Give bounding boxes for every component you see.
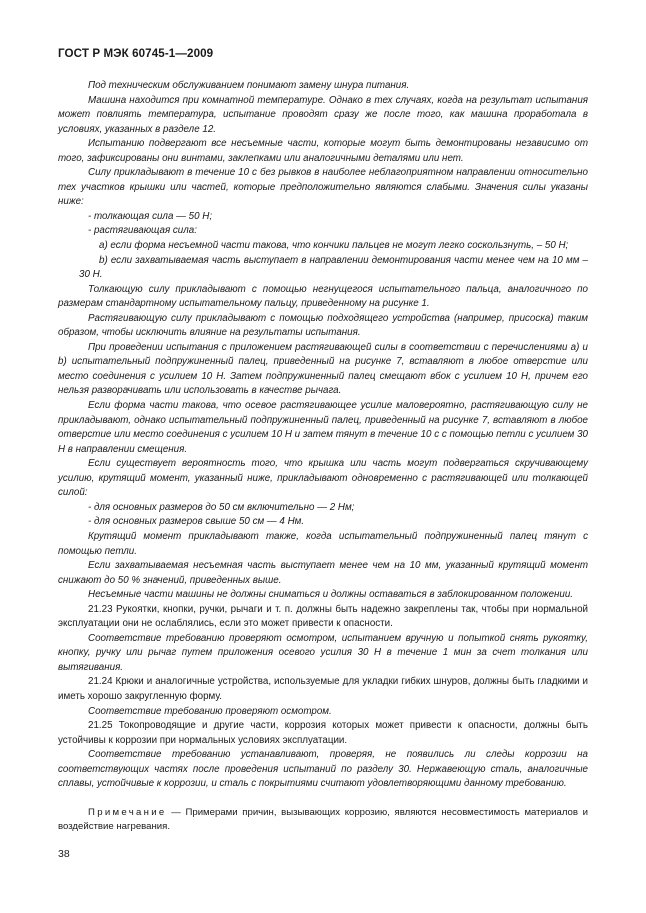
paragraph: Соответствие требованию проверяют осмотром, испытанием вручную и попыткой снять рукоятку, кнопку, ручку или рычаг путем приложения осевого усилия 30 Н в течение 1 мин за счет толкания или вытягивания. [58, 632, 588, 673]
spacer [58, 792, 588, 806]
list-subitem: a) если форма несъемной части такова, что кончики пальцев не могут легко соскользнуть, – 50 Н; [99, 240, 569, 252]
list-item: - растягивающая сила: [88, 225, 197, 237]
paragraph: Несъемные части машины не должны сниматься и должны оставаться в заблокированном положении. [88, 589, 574, 601]
note-label: Примечание [88, 806, 167, 818]
paragraph: Если существует вероятность того, что крышка или часть могут подвергаться скручивающему усилию, крутящий момент, указанный ниже, прикладывают одновременно с растягивающей или толкающей силой: [58, 458, 588, 499]
paragraph: Соответствие требованию устанавливают, проверяя, не появились ли следы коррозии на соответствующих частях после проведения испытаний по разделу 30. Нержавеющую сталь, аналогичные сплавы, устойчивые к коррозии, и сталь с покрытиями считают удовлетворяющими данному требованию. [58, 749, 588, 790]
paragraph: Испытанию подвергают все несъемные части, которые могут быть демонтированы независимо от того, зафиксированы они винтами, заклепками или аналогичными деталями или нет. [58, 138, 588, 164]
page-number: 38 [58, 848, 70, 860]
list-item: - для основных размеров свыше 50 см — 4 Нм. [88, 516, 305, 528]
paragraph: Машина находится при комнатной температуре. Однако в тех случаях, когда на результат испытания может повлиять температура, испытание проводят сразу же после того, как машина проработала в условиях, указанных в разделе 12. [58, 94, 588, 135]
list-item: - толкающая сила — 50 Н; [88, 210, 213, 222]
clause-21-25: 21.25 Токопроводящие и другие части, коррозия которых может привести к опасности, должны быть устойчивы к коррозии при нормальных условиях эксплуатации. [58, 720, 588, 746]
clause-21-24: 21.24 Крюки и аналогичные устройства, используемые для укладки гибких шнуров, должны быть гладкими и иметь хорошо закругленную форму. [58, 676, 588, 702]
clause-21-23: 21.23 Рукоятки, кнопки, ручки, рычаги и т. п. должны быть надежно закреплены так, чтобы при нормальной эксплуатации они не ослаблялись, если это может привести к опасности. [58, 603, 588, 630]
note [58, 806, 588, 835]
paragraph: Соответствие требованию проверяют осмотром. [88, 705, 332, 717]
list-subitem: b) если захватываемая часть выступает в направлении демонтирования части менее чем на 10 мм – 30 Н. [79, 254, 588, 281]
note-text: — Примерами причин, вызывающих коррозию, являются несовместимость материалов и воздействие нагревания. [58, 806, 588, 833]
paragraph: При проведении испытания с приложением растягивающей силы в соответствии с перечислениями a) и b) испытательный подпружиненный палец, приведенный на рисунке 7, вставляют в любое отверстие или место соединения с усилием 10 Н. Затем подпружиненный палец смещают вбок с усилием 10 Н, причем его нельзя разворачивать или использовать в качестве рычага. [58, 341, 588, 397]
document-body [58, 79, 588, 835]
paragraph: Если форма части такова, что осевое растягивающее усилие маловероятно, растягивающую силу не прикладывают, однако испытательный подпружиненный палец, приведенный на рисунке 7, вставляют в любое отверстие или место соединения с усилием 10 Н и затем тянут в течение 10 с с помощью петли с усилием 30 Н в направлении смещения. [58, 400, 588, 455]
paragraph: Крутящий момент прикладывают также, когда испытательный подпружиненный палец тянут с помощью петли. [58, 530, 588, 557]
paragraph: Силу прикладывают в течение 10 с без рывков в наиболее неблагоприятном направлении относительно тех участков крышки или частей, которые предположительно являются слабыми. Значения силы указаны ниже: [58, 167, 588, 208]
paragraph: Если захватываемая несъемная часть выступает менее чем на 10 мм, указанный крутящий момент снижают до 50 % значений, приведенных выше. [58, 560, 588, 586]
list-item: - для основных размеров до 50 см включительно — 2 Нм; [88, 501, 355, 513]
paragraph: Растягивающую силу прикладывают с помощью подходящего устройства (например, присоска) таким образом, чтобы исключить влияние на результаты испытания. [58, 312, 588, 339]
paragraph: Толкающую силу прикладывают с помощью негнущегося испытательного пальца, аналогичного по размерам стандартному испытательному пальцу, приведенному на рисунке 1. [58, 283, 588, 310]
paragraph: Под техническим обслуживанием понимают замену шнура питания. [88, 80, 410, 91]
document-header: ГОСТ Р МЭК 60745-1—2009 [58, 47, 214, 60]
